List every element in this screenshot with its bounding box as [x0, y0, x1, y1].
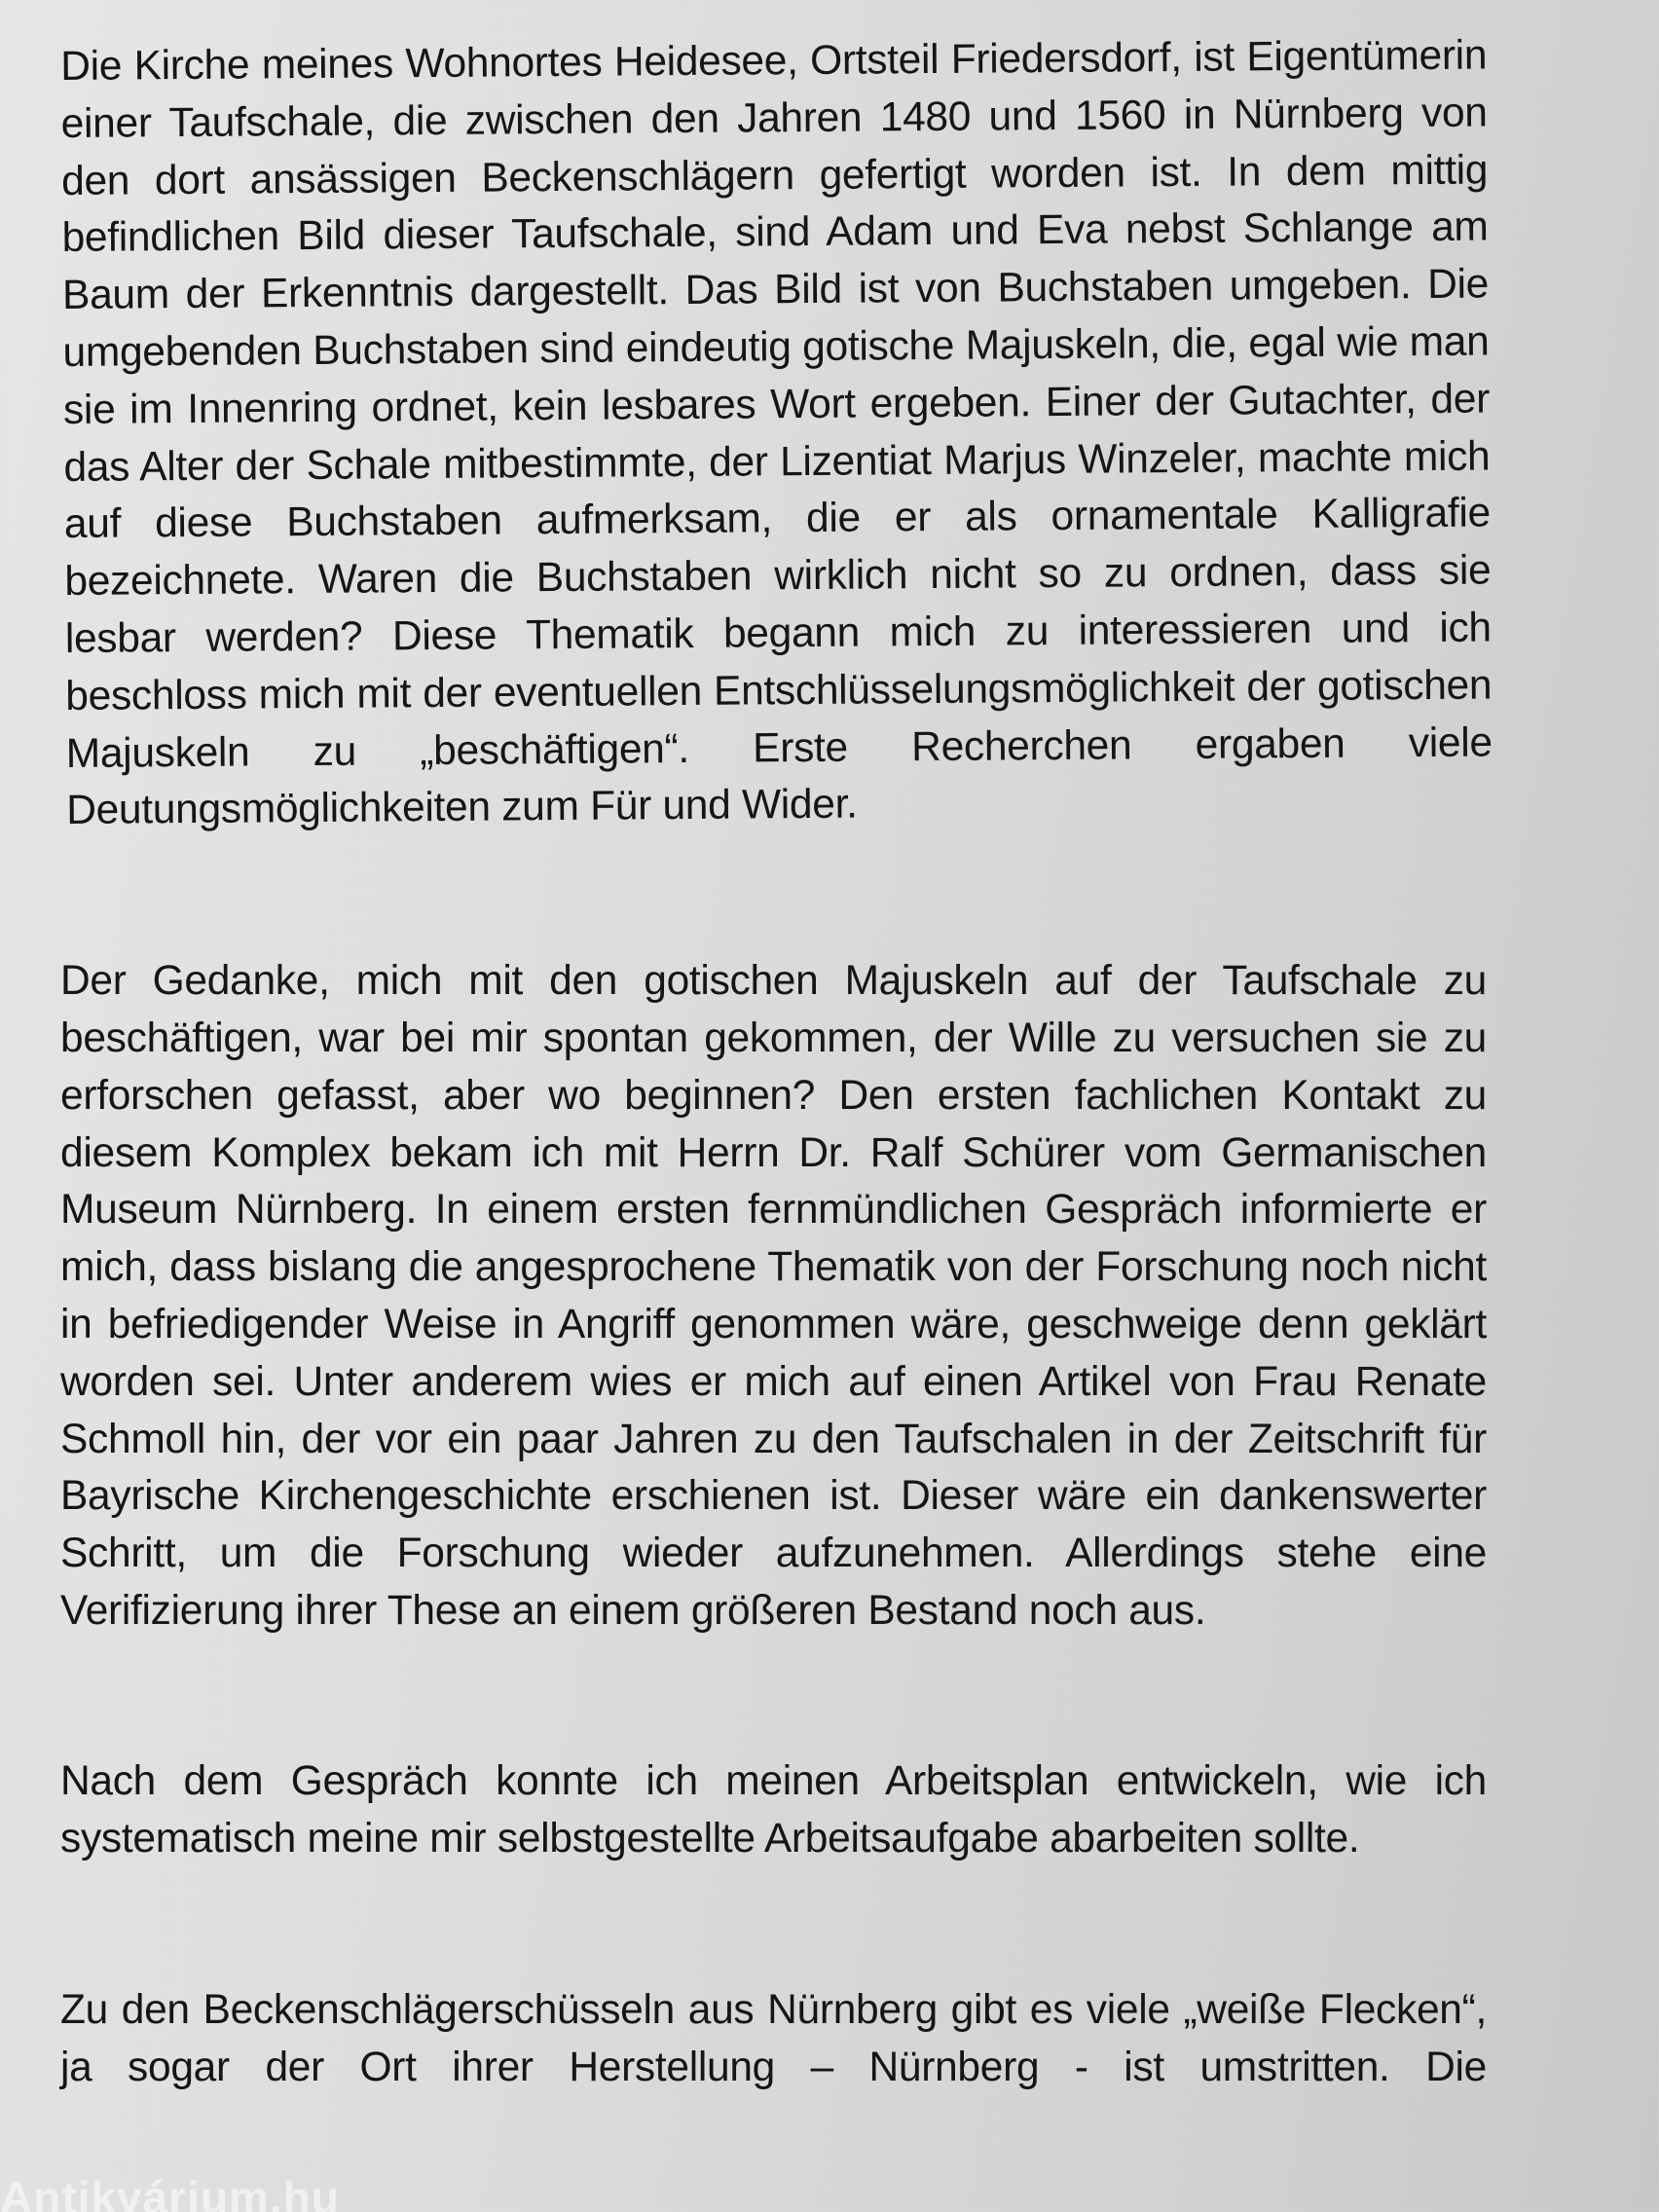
- paragraph-1: Die Kirche meines Wohnortes Heidesee, Ortsteil Friedersdorf, ist Eigentümerin einer Taufschale, die zwischen den Jahren 1480 und 1560 in Nürnberg von den dort ansässigen Beckenschlägern gefertigt worden ist. In dem mittig befindlichen Bild dieser Taufschale, sind Adam und Eva nebst Schlange am Baum der Erkenntnis dargestellt. Das Bild ist von Buchstaben umgeben. Die umgebenden Buchstaben sind eindeutig gotische Majuskeln, die, egal wie man sie im Innenring ordnet, kein lesbares Wort ergeben. Einer der Gutachter, der das Alter der Schale mitbestimmte, der Lizentiat Marjus Winzeler, machte mich auf diese Buchstaben aufmerksam, die er als ornamentale Kalligrafie bezeichnete. Waren die Buchstaben wirklich nicht so zu ordnen, dass sie lesbar werden? Diese Thematik begann mich zu interessieren und ich beschloss mich mit der eventuellen Entschlüsselungsmöglichkeit der gotischen Majuskeln zu „beschäftigen“. Erste Recherchen ergaben viele Deutungsmöglichkeiten zum Für und Wider.: [60, 32, 1493, 834]
- watermark-text: Antikvárium.hu: [0, 2172, 340, 2212]
- paragraph-2: Der Gedanke, mich mit den gotischen Majuskeln auf der Taufschale zu beschäftigen, war bei mir spontan gekommen, der Wille zu versuchen sie zu erforschen gefasst, aber wo beginnen? Den ersten fachlichen Kontakt zu diesem Komplex bekam ich mit Herrn Dr. Ralf Schürer vom Germanischen Museum Nürnberg. In einem ersten fernmündlichen Gespräch informierte er mich, dass bislang die angesprochene Thematik von der Forschung noch nicht in befriedigender Weise in Angriff genommen wäre, geschweige denn geklärt worden sei. Unter anderem wies er mich auf einen Artikel von Frau Renate Schmoll hin, der vor ein paar Jahren zu den Taufschalen in der Zeitschrift für Bayrische Kirchengeschichte erschienen ist. Dieser wäre ein dankenswerter Schritt, um die Forschung wieder aufzunehmen. Allerdings stehe eine Verifizierung ihrer These an einem größeren Bestand noch aus.: [60, 958, 1487, 1634]
- paragraph-3: Nach dem Gespräch konnte ich meinen Arbeitsplan entwickeln, wie ich systematisch meine mir selbstgestellte Arbeitsaufgabe abarbeiten sollte.: [60, 1757, 1487, 1862]
- document-page: [60, 32, 1493, 2097]
- paragraph-4: Zu den Beckenschlägerschüsseln aus Nürnberg gibt es viele „weiße Flecken“, ja sogar der Ort ihrer Herstellung – Nürnberg - ist umstritten. Die: [60, 1987, 1487, 2091]
